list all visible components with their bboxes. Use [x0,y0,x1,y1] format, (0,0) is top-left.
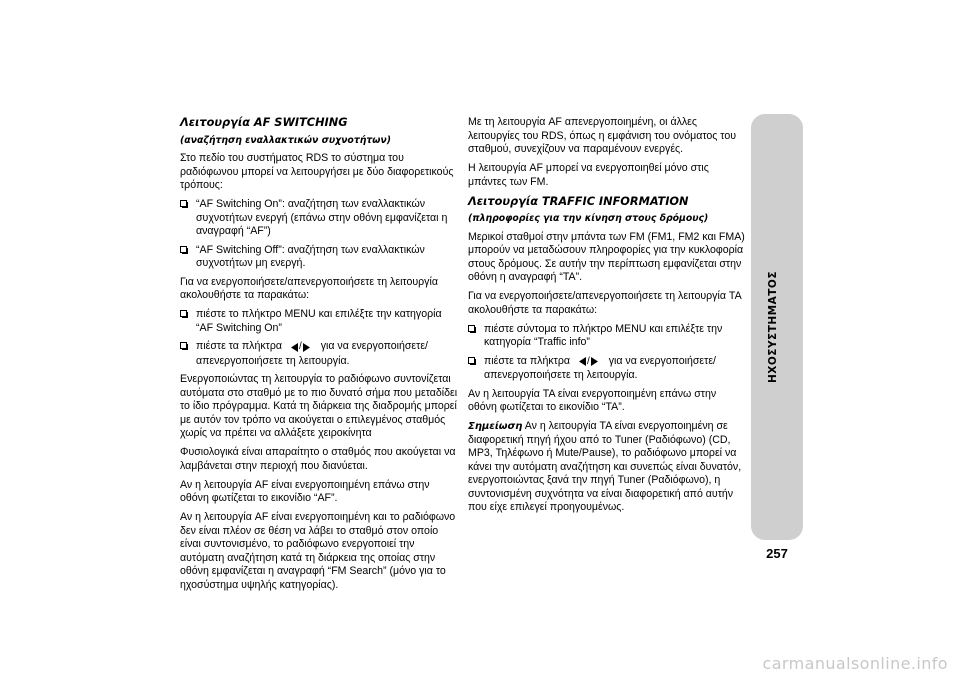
right-column [468,116,746,520]
list-item [180,244,458,271]
left-column [180,116,458,598]
watermark: carmanualsonline.info [762,654,948,673]
ta-icon-paragraph: Αν η λειτουργία TA είναι ενεργοποιημένη επάνω στην οθόνη φωτίζεται το εικονίδιο “TA”. [468,387,717,413]
list-item [180,340,458,368]
af-icon-paragraph: Αν η λειτουργία AF είναι ενεργοποιημένη επάνω στην οθόνη φωτίζεται το εικονίδιο “AF”. [180,478,430,504]
note-label: Σημείωση [468,421,523,432]
arrow-keys-icon [579,355,598,369]
rds-intro-paragraph: Στο πεδίο του συστήματος RDS το σύστημα του ραδιόφωνου μπορεί να λειτουργήσει με δύο διαφορετικούς τρόπους: [180,152,454,191]
arrow-right-icon [302,343,310,352]
af-off-paragraph: Με τη λειτουργία AF απενεργοποιημένη, οι άλλες λειτουργίες του RDS, όπως η εμφάνιση του ονόματος του σταθμού, συνεχίζουν να παραμένουν ενεργές. [468,116,737,155]
bullet-af-menu-text: πιέστε το πλήκτρο MENU και επιλέξτε την κατηγορία “AF Switching On” [196,308,442,334]
af-bands-paragraph: Η λειτουργία AF μπορεί να ενεργοποιηθεί μόνο στις μπάντες των FM. [468,162,709,188]
checkbox-bullet-icon [180,342,187,349]
af-natural-paragraph: Φυσιολογικά είναι απαραίτητο ο σταθμός που ακούγεται να λαμβάνεται στην περιοχή που διανύεται. [180,446,456,472]
ta-enable-intro: Για να ενεργοποιήσετε/απενεργοποιήσετε τη λειτουργία TA ακολουθήστε τα παρακάτω: [468,290,742,316]
arrow-left-icon [291,343,299,352]
arrow-left-icon [579,357,587,366]
af-switching-subheading: (αναζήτηση εναλλακτικών συχνοτήτων) [180,134,391,146]
af-switching-heading: Λειτουργία AF SWITCHING [180,116,348,129]
ta-stations-paragraph: Μερικοί σταθμοί στην μπάντα των FM (FM1, FM2 και FMA) μπορούν να μεταδώσουν πληροφορίες για την κυκλοφορία στους δρόμους. Σε αυτήν την περίπτωση εμφανίζεται στην οθόνη η αναγραφή “TA”. [468,230,745,283]
arrow-keys-icon [291,340,310,354]
list-item [180,198,458,239]
bullet-ta-menu-text: πιέστε σύντομα το πλήκτρο MENU και επιλέξτε την κατηγορία “Traffic info” [484,322,723,348]
bullet-ta-keys-prefix: πιέστε τα πλήκτρα [484,354,571,367]
note-text: Αν η λειτουργία TA είναι ενεργοποιημένη σε διαφορετική πηγή ήχου από το Tuner (Ραδιόφωνο) (CD, MP3, Τηλέφωνο ή Mute/Pause), το ραδιόφωνο μπορεί να κάνει την αυτόματη αναζήτηση και συνεπώς είναι δυνατόν, ενεργοποιώντας ξανά την πηγή Tuner (Ραδιόφωνο), η συντονισμένη συχνότητα να είναι διαφορετική από αυτήν που είχε επιλεγεί προηγουμένως. [468,420,742,513]
section-tab-label: ΗΧΟΣΥΣΤΗΜΑΤΟΣ [767,270,779,384]
arrow-separator: / [586,355,590,367]
bullet-ta-keys-suffix: για να ενεργοποιήσετε/απενεργοποιήσετε τη λειτουργία. [484,354,717,381]
list-item [180,308,458,335]
page-number: 257 [766,546,788,561]
arrow-separator: / [298,341,302,353]
af-search-paragraph: Αν η λειτουργία AF είναι ενεργοποιημένη και το ραδιόφωνο δεν είναι πλέον σε θέση να λάβει το σταθμό στον οποίο είναι συντονισμένο, το ραδιόφωνο ενεργοποιεί την αυτόματη αναζήτηση κατά τη διάρκεια της οποίας στην οθόνη εμφανίζεται η αναγραφή “FM Search” (μόνο για το ηχοσύστημα υψηλής κατηγορίας). [180,511,456,591]
list-item [468,355,746,383]
checkbox-bullet-icon [180,200,187,207]
af-active-paragraph: Ενεργοποιώντας τη λειτουργία το ραδιόφωνο συντονίζεται αυτόματα στο σταθμό με το πιο δυνατό σήμα που μεταδίδει το ίδιο πρόγραμμα. Κατά τη διάρκεια της διαδρομής μπορεί με αυτόν τον τρόπο να ακούγεται ο επιλεγμένος σταθμός χωρίς να πρέπει να αλλάξετε χειροκίνητα [180,373,458,439]
list-item [468,323,746,350]
af-enable-intro: Για να ενεργοποιήσετε/απενεργοποιήσετε τη λειτουργία ακολουθήστε τα παρακάτω: [180,275,438,301]
traffic-info-subheading: (πληροφορίες για την κίνηση στους δρόμους) [468,213,709,224]
checkbox-bullet-icon [180,246,187,253]
bullet-af-on-text: “AF Switching On”: αναζήτηση των εναλλακτικών συχνοτήτων ενεργή (επάνω στην οθόνη εμφανίζεται η αναγραφή “AF”) [196,198,448,237]
checkbox-bullet-icon [468,325,475,332]
bullet-af-off-text: “AF Switching Off”: αναζήτηση των εναλλακτικών συχνοτήτων μη ενεργή. [196,243,425,269]
note-paragraph [468,420,746,515]
checkbox-bullet-icon [180,310,187,317]
arrow-right-icon [590,357,598,366]
traffic-info-heading: Λειτουργία TRAFFIC INFORMATION [468,194,689,208]
bullet-af-keys-prefix: πιέστε τα πλήκτρα [196,340,283,352]
bullet-af-keys-suffix: για να ενεργοποιήσετε/απενεργοποιήσετε τη λειτουργία. [196,340,429,367]
checkbox-bullet-icon [468,357,475,364]
